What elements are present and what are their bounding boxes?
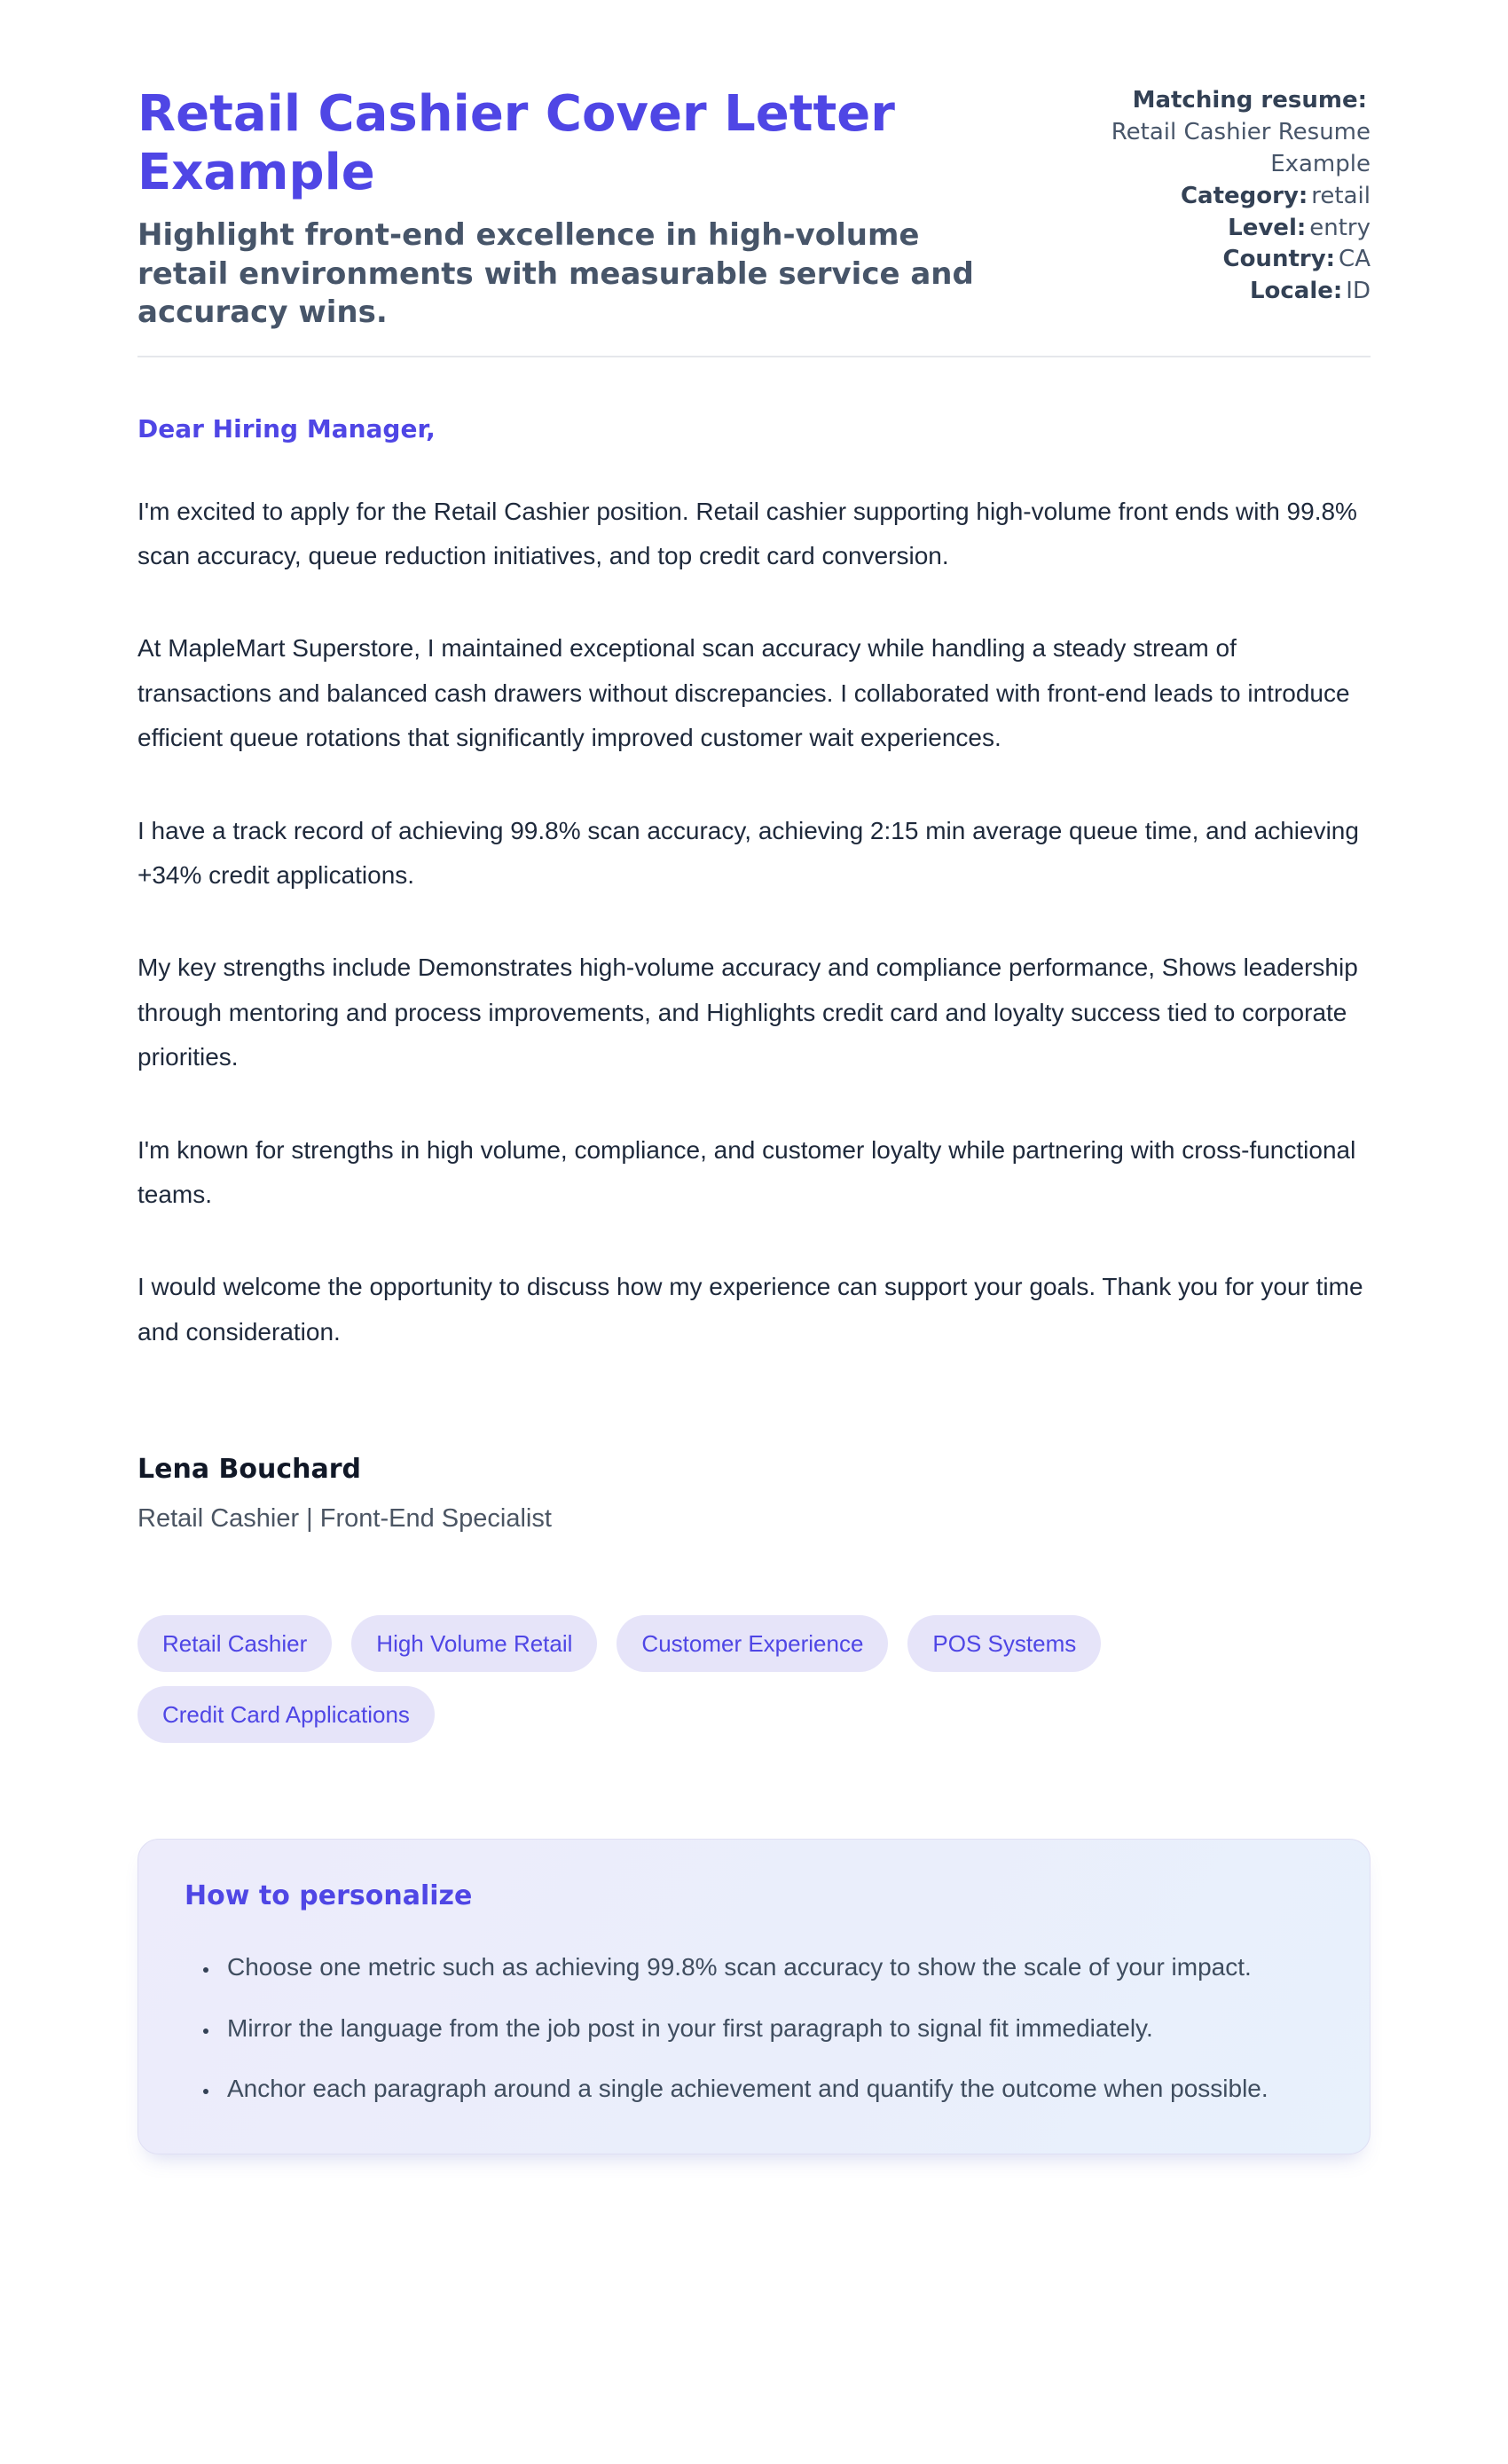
letter-paragraph-4: My key strengths include Demonstrates high-volume accuracy and compliance performance, Shows leadership through mentoring and process improvements, and Highlights credit card and loyalty success tied to corporate priorities. (137, 953, 1358, 1071)
letter-body (137, 414, 1371, 2155)
meta-locale-label: Locale: (1249, 278, 1343, 305)
signature-name: Lena Bouchard (137, 1454, 361, 1486)
meta-level-label: Level: (1228, 214, 1307, 241)
page-subtitle: Highlight front-end excellence in high-volume retail environments with measurable service and accuracy wins. (137, 217, 974, 331)
meta-matching-resume-label: Matching resume: (1132, 87, 1367, 114)
resume-meta-panel (1060, 85, 1371, 308)
page-title: Retail Cashier Cover Letter Example (137, 85, 895, 202)
tag-list (137, 1615, 1371, 1743)
personalize-list (185, 1945, 1323, 2111)
tag-pill-retail-cashier: Retail Cashier (137, 1615, 332, 1672)
meta-locale-value: ID (1346, 278, 1371, 305)
signature-role: Retail Cashier | Front-End Specialist (137, 1504, 552, 1534)
personalize-item-2: • Mirror the language from the job post in your first paragraph to signal fit immediately. (220, 2006, 1318, 2051)
tag-pill-credit-card-applications: Credit Card Applications (137, 1686, 435, 1743)
meta-category-label: Category: (1180, 182, 1308, 209)
signature-block (137, 1454, 1371, 1534)
letter-paragraph-6: I would welcome the opportunity to discuss how my experience can support your goals. Thank you for your time and consideration. (137, 1273, 1363, 1346)
header (137, 85, 1371, 333)
personalize-item-3: • Anchor each paragraph around a single achievement and quantify the outcome when possible. (220, 2067, 1318, 2111)
meta-matching-resume (1060, 85, 1371, 181)
meta-category-value: retail (1311, 182, 1371, 209)
tag-pill-pos-systems: POS Systems (907, 1615, 1101, 1672)
personalize-item-1: • Choose one metric such as achieving 99.8% scan accuracy to show the scale of your impact. (220, 1945, 1318, 1989)
letter-greeting: Dear Hiring Manager, (137, 413, 436, 443)
personalize-title: How to personalize (185, 1880, 473, 1912)
tag-pill-high-volume-retail: High Volume Retail (351, 1615, 597, 1672)
meta-country-label: Country: (1222, 246, 1336, 273)
header-divider (137, 356, 1371, 357)
meta-level (1060, 213, 1371, 245)
letter-paragraph-2: At MapleMart Superstore, I maintained exceptional scan accuracy while handling a steady stream of transactions and balanced cash drawers without discrepancies. I collaborated with front-end leads to introduce efficient queue rotations that significantly improved customer wait experiences. (137, 634, 1350, 752)
meta-country (1060, 244, 1371, 276)
letter-paragraph-3: I have a track record of achieving 99.8% scan accuracy, achieving 2:15 min average queue time, and achieving +34% credit applications. (137, 816, 1359, 890)
meta-level-value: entry (1309, 214, 1371, 241)
tag-pill-customer-experience: Customer Experience (617, 1615, 888, 1672)
letter-paragraph-1: I'm excited to apply for the Retail Cashier position. Retail cashier supporting high-volume front ends with 99.8% scan accuracy, queue reduction initiatives, and top credit card conversion. (137, 497, 1357, 570)
letter-paragraph-5: I'm known for strengths in high volume, compliance, and customer loyalty while partnering with cross-functional teams. (137, 1135, 1356, 1208)
meta-locale (1060, 276, 1371, 308)
personalize-card (137, 1839, 1371, 2154)
meta-matching-resume-value: Retail Cashier Resume Example (1111, 118, 1371, 177)
header-title-block (137, 85, 1060, 333)
meta-category (1060, 181, 1371, 213)
meta-country-value: CA (1339, 246, 1371, 273)
